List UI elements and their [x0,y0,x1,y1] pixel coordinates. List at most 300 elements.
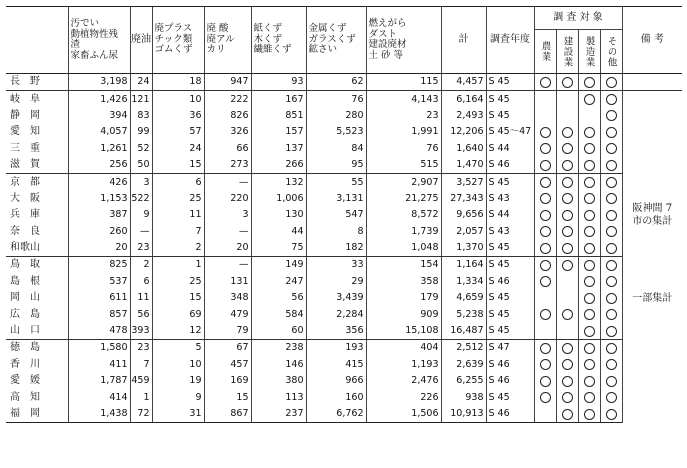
prefecture-cell: 香 川 [10,358,40,370]
value-cell: 3 [130,174,152,191]
target-cell [534,373,556,389]
total-cell: 16,487 [441,323,486,340]
prefecture-cell: 滋 賀 [6,157,68,174]
year-cell: S 45 [486,108,534,124]
year-cell: S 45 [486,323,534,340]
value-cell: 414 [68,389,130,405]
circle-mark-icon [562,309,573,320]
value-cell: 23 [366,108,441,124]
circle-mark-icon [562,376,573,387]
value-cell: 459 [130,373,152,389]
circle-mark-icon [606,160,617,171]
circle-mark-icon [540,243,551,254]
value-cell: 157 [251,124,306,140]
value-cell: 84 [306,141,366,157]
target-cell [578,141,600,157]
header-row [6,7,682,30]
target-cell [534,357,556,373]
header-target-mfg: 製造業 [578,30,600,74]
table-row [6,373,682,389]
circle-mark-icon [584,94,595,105]
value-cell: 24 [152,141,204,157]
target-cell [534,74,556,91]
year-cell: S 45 [486,240,534,257]
target-cell [534,406,556,423]
value-cell: 75 [251,240,306,257]
value-cell: 380 [251,373,306,389]
target-cell [556,323,578,340]
prefecture-cell: 岐 阜 [10,93,40,105]
year-cell: S 45 [486,290,534,306]
value-cell: 83 [130,108,152,124]
value-cell: 182 [306,240,366,257]
value-cell: 825 [68,257,130,274]
year-cell: S 44 [486,141,534,157]
target-cell [534,340,556,357]
header-year: 調査年度 [486,7,534,74]
value-cell: 20 [204,240,251,257]
table-row [6,141,682,157]
value-cell: 23 [130,340,152,357]
table-row [6,124,682,140]
header-sludge-l2: 動植物性残 [70,28,119,40]
circle-mark-icon [562,210,573,221]
value-cell: 326 [204,124,251,140]
target-cell [534,274,556,290]
target-cell [578,389,600,405]
target-cell [534,124,556,140]
target-cell [578,157,600,174]
header-pref [6,7,68,74]
header-note: 備 考 [622,7,682,74]
value-cell: 29 [306,274,366,290]
target-cell [556,389,578,405]
value-cell: 358 [366,274,441,290]
table-row [6,357,682,373]
header-plastic: 廃プラス チック類 ゴムくず [152,7,204,74]
circle-mark-icon [540,359,551,370]
target-cell [578,274,600,290]
circle-mark-icon [562,193,573,204]
value-cell: 76 [366,141,441,157]
header-cinder: 燃えがら ダスト 建設廃材 土 砂 等 [366,7,441,74]
value-cell: 266 [251,157,306,174]
value-cell: — [204,174,251,191]
table-row [6,191,682,207]
circle-mark-icon [562,409,573,420]
target-cell [556,191,578,207]
circle-mark-icon [584,309,595,320]
value-cell: 36 [152,108,204,124]
value-cell: 4,057 [68,124,130,140]
value-cell: 167 [251,91,306,108]
value-cell: 3,198 [68,74,130,91]
target-cell [578,74,600,91]
value-cell: 121 [130,91,152,108]
value-cell: 515 [366,157,441,174]
target-cell [556,340,578,357]
target-cell [600,306,622,322]
value-cell: 21,275 [366,191,441,207]
target-cell [556,373,578,389]
value-cell: 1,426 [68,91,130,108]
target-cell [534,290,556,306]
value-cell: 826 [204,108,251,124]
total-cell: 6,164 [441,91,486,108]
total-cell: 4,659 [441,290,486,306]
value-cell: 237 [251,406,306,423]
circle-mark-icon [584,193,595,204]
circle-mark-icon [584,326,595,337]
value-cell: — [204,224,251,240]
table-row [6,306,682,322]
value-cell: 25 [152,191,204,207]
circle-mark-icon [562,177,573,188]
value-cell: 478 [68,323,130,340]
target-cell [534,207,556,223]
total-cell: 9,656 [441,207,486,223]
value-cell: 584 [251,306,306,322]
value-cell: 10 [152,91,204,108]
waste-table [6,6,682,423]
total-cell: 2,057 [441,224,486,240]
circle-mark-icon [540,260,551,271]
circle-mark-icon [606,376,617,387]
value-cell: 44 [251,224,306,240]
prefecture-cell: 高 知 [10,391,40,403]
circle-mark-icon [606,309,617,320]
target-cell [600,141,622,157]
prefecture-cell: 愛 知 [10,126,40,138]
value-cell: 193 [306,340,366,357]
prefecture-cell: 島 根 [10,275,40,287]
circle-mark-icon [584,260,595,271]
target-cell [600,389,622,405]
value-cell: 3,439 [306,290,366,306]
target-cell [578,91,600,108]
target-cell [578,306,600,322]
circle-mark-icon [606,243,617,254]
prefecture-cell: 岡 山 [10,292,40,304]
value-cell: 393 [130,323,152,340]
value-cell: 611 [68,290,130,306]
note-cell [622,174,682,257]
circle-mark-icon [606,110,617,121]
year-cell: S 46 [486,373,534,389]
target-cell [534,224,556,240]
value-cell: 15 [152,290,204,306]
target-cell [578,406,600,423]
circle-mark-icon [540,127,551,138]
value-cell: 15,108 [366,323,441,340]
target-cell [578,340,600,357]
value-cell: 15 [152,157,204,174]
target-cell [578,108,600,124]
target-cell [600,323,622,340]
value-cell: 867 [204,406,251,423]
value-cell: 1 [152,257,204,274]
year-cell: S 45 [486,306,534,322]
value-cell: 137 [251,141,306,157]
target-cell [600,174,622,191]
value-cell: 6,762 [306,406,366,423]
prefecture-cell: 山 口 [6,323,68,340]
total-cell: 1,640 [441,141,486,157]
note-line: 阪神間 7 [632,203,673,215]
circle-mark-icon [584,276,595,287]
year-cell: S 44 [486,207,534,223]
target-cell [600,207,622,223]
target-cell [556,108,578,124]
value-cell: 1,739 [366,224,441,240]
target-cell [556,174,578,191]
circle-mark-icon [562,127,573,138]
target-cell [600,224,622,240]
header-sludge-l3: 渣 [70,39,81,50]
value-cell: 851 [251,108,306,124]
circle-mark-icon [540,210,551,221]
value-cell: 23 [130,240,152,257]
circle-mark-icon [540,160,551,171]
header-metal: 金属くず ガラスくず 鉱さい [306,7,366,74]
value-cell: 415 [306,357,366,373]
value-cell: 179 [366,290,441,306]
year-cell: S 45 [486,389,534,405]
value-cell: 5,523 [306,124,366,140]
circle-mark-icon [606,127,617,138]
circle-mark-icon [584,243,595,254]
value-cell: 411 [68,357,130,373]
circle-mark-icon [606,359,617,370]
target-cell [600,274,622,290]
target-cell [534,141,556,157]
value-cell: 56 [130,306,152,322]
value-cell: 857 [68,306,130,322]
value-cell: 3 [204,207,251,223]
value-cell: 966 [306,373,366,389]
value-cell: 31 [152,406,204,423]
header-target-agri: 農業 [534,30,556,74]
circle-mark-icon [606,143,617,154]
value-cell: 1,506 [366,406,441,423]
value-cell: 220 [204,191,251,207]
value-cell: 222 [204,91,251,108]
circle-mark-icon [584,143,595,154]
table-row [6,157,682,174]
value-cell: 67 [204,340,251,357]
target-cell [534,257,556,274]
value-cell: 1,991 [366,124,441,140]
value-cell: 25 [152,274,204,290]
year-cell: S 45 [486,257,534,274]
circle-mark-icon [606,226,617,237]
year-cell: S 46 [486,274,534,290]
value-cell: 132 [251,174,306,191]
circle-mark-icon [562,143,573,154]
target-cell [556,91,578,108]
circle-mark-icon [606,193,617,204]
target-cell [600,373,622,389]
target-cell [578,207,600,223]
value-cell: 7 [130,357,152,373]
value-cell: 2,284 [306,306,366,322]
target-cell [556,157,578,174]
value-cell: 6 [152,174,204,191]
prefecture-cell: 愛 媛 [10,375,40,387]
prefecture-cell: 広 島 [10,308,40,320]
value-cell: 8,572 [366,207,441,223]
year-cell: S 46 [486,157,534,174]
table-body [6,74,682,423]
target-cell [578,124,600,140]
table-row [6,74,682,91]
header-oil: 廃油 [130,7,152,74]
value-cell: 256 [68,157,130,174]
circle-mark-icon [606,326,617,337]
value-cell: 522 [130,191,152,207]
year-cell: S 47 [486,340,534,357]
note-cell [622,74,682,91]
note-cell [622,340,682,423]
header-sludge [68,7,130,74]
circle-mark-icon [606,276,617,287]
target-cell [600,406,622,423]
value-cell: 247 [251,274,306,290]
target-cell [600,290,622,306]
value-cell: 1,787 [68,373,130,389]
value-cell: 57 [152,124,204,140]
value-cell: 404 [366,340,441,357]
value-cell: 348 [204,290,251,306]
circle-mark-icon [540,77,551,88]
value-cell: 280 [306,108,366,124]
circle-mark-icon [562,243,573,254]
target-cell [556,406,578,423]
total-cell: 1,164 [441,257,486,274]
value-cell: 8 [306,224,366,240]
value-cell: 547 [306,207,366,223]
circle-mark-icon [584,127,595,138]
table-row [6,274,682,290]
target-cell [578,224,600,240]
value-cell: 2 [130,257,152,274]
value-cell: 9 [130,207,152,223]
circle-mark-icon [562,359,573,370]
year-cell: S 46 [486,357,534,373]
header-target: 調 査 対 象 [534,7,622,30]
value-cell: 1,048 [366,240,441,257]
circle-mark-icon [584,293,595,304]
value-cell: 55 [306,174,366,191]
header-target-other: その他 [600,30,622,74]
table-row [6,240,682,257]
header-acid: 廃 酸 廃アル カリ [204,7,251,74]
value-cell: — [204,257,251,274]
circle-mark-icon [606,409,617,420]
total-cell: 6,255 [441,373,486,389]
target-cell [578,174,600,191]
value-cell: 1,261 [68,141,130,157]
value-cell: 20 [68,240,130,257]
note-cell [622,257,682,340]
circle-mark-icon [540,309,551,320]
value-cell: 537 [68,274,130,290]
value-cell: 2 [152,240,204,257]
year-cell: S 45〜47 [486,124,534,140]
value-cell: 226 [366,389,441,405]
value-cell: 24 [130,74,152,91]
value-cell: 2,907 [366,174,441,191]
table-row [6,323,682,340]
value-cell: 273 [204,157,251,174]
prefecture-cell: 和歌山 [6,240,68,257]
prefecture-cell: 三 重 [10,142,40,154]
value-cell: 11 [130,290,152,306]
value-cell: 1,438 [68,406,130,423]
total-cell: 2,493 [441,108,486,124]
value-cell: 3,131 [306,191,366,207]
value-cell: 113 [251,389,306,405]
year-cell: S 46 [486,406,534,423]
note-line: 市の集計 [632,216,673,228]
value-cell: 260 [68,224,130,240]
value-cell: 56 [251,290,306,306]
value-cell: 18 [152,74,204,91]
value-cell: 15 [204,389,251,405]
circle-mark-icon [584,409,595,420]
value-cell: 5 [152,340,204,357]
header-sludge-l4: 家畜ふん尿 [70,49,119,61]
value-cell: 11 [152,207,204,223]
table-row [6,257,682,274]
target-cell [600,157,622,174]
target-cell [534,306,556,322]
target-cell [600,340,622,357]
total-cell: 3,527 [441,174,486,191]
target-cell [556,257,578,274]
year-cell: S 43 [486,191,534,207]
target-cell [600,357,622,373]
target-cell [556,274,578,290]
target-cell [556,357,578,373]
circle-mark-icon [562,226,573,237]
target-cell [534,389,556,405]
target-cell [578,240,600,257]
prefecture-cell: 静 岡 [10,109,40,121]
total-cell: 2,512 [441,340,486,357]
target-cell [534,191,556,207]
circle-mark-icon [540,392,551,403]
value-cell: 2,476 [366,373,441,389]
value-cell: 19 [152,373,204,389]
value-cell: 1 [130,389,152,405]
value-cell: 69 [152,306,204,322]
value-cell: 909 [366,306,441,322]
note-cell [622,91,682,174]
value-cell: 130 [251,207,306,223]
target-cell [556,74,578,91]
prefecture-cell: 福 岡 [6,406,68,423]
value-cell: 169 [204,373,251,389]
circle-mark-icon [584,376,595,387]
header-target-const: 建設業 [556,30,578,74]
value-cell: 1,006 [251,191,306,207]
value-cell: 160 [306,389,366,405]
value-cell: 7 [152,224,204,240]
target-cell [556,141,578,157]
header-sludge-l1: 汚でい [70,18,100,29]
target-cell [534,323,556,340]
